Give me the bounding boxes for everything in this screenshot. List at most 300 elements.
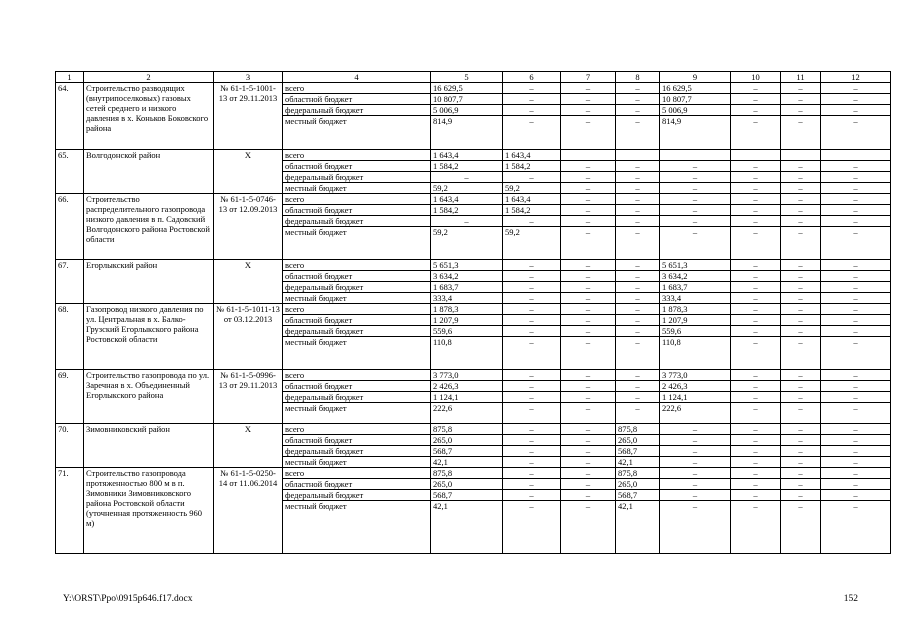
item-name: Газопровод низкого давления по ул. Центральная в х. Балко-Грузский Егорлыкского района Ростовской области <box>84 304 214 370</box>
value-cell <box>731 150 781 161</box>
item-name: Строительство разводящих (внутрипоселковых) газовых сетей среднего и низкого давления в х. Коньков Боковского района <box>84 83 214 150</box>
funding-source: местный бюджет <box>283 337 431 370</box>
value-cell: – <box>821 435 891 446</box>
value-cell: – <box>503 282 561 293</box>
value-cell: 1 584,2 <box>431 161 503 172</box>
column-number: 6 <box>503 72 561 83</box>
value-cell: – <box>561 479 616 490</box>
value-cell: 42,1 <box>616 501 660 554</box>
value-cell: – <box>821 205 891 216</box>
value-cell: 568,7 <box>616 490 660 501</box>
value-cell: 559,6 <box>660 326 731 337</box>
value-cell: – <box>781 381 821 392</box>
value-cell: – <box>431 172 503 183</box>
value-cell: – <box>781 457 821 468</box>
value-cell: 5 006,9 <box>431 105 503 116</box>
funding-source: областной бюджет <box>283 315 431 326</box>
value-cell: – <box>731 337 781 370</box>
value-cell: – <box>616 161 660 172</box>
value-cell: – <box>821 446 891 457</box>
funding-source: федеральный бюджет <box>283 392 431 403</box>
funding-source: областной бюджет <box>283 479 431 490</box>
value-cell: 110,8 <box>660 337 731 370</box>
value-cell: – <box>561 435 616 446</box>
value-cell: – <box>561 315 616 326</box>
value-cell: – <box>561 205 616 216</box>
funding-source: федеральный бюджет <box>283 216 431 227</box>
value-cell: – <box>821 271 891 282</box>
value-cell: – <box>503 105 561 116</box>
value-cell: – <box>616 381 660 392</box>
value-cell: – <box>781 370 821 381</box>
value-cell: – <box>731 161 781 172</box>
value-cell: – <box>821 326 891 337</box>
value-cell: – <box>616 116 660 150</box>
value-cell: 568,7 <box>431 446 503 457</box>
value-cell: 1 584,2 <box>503 205 561 216</box>
funding-source: всего <box>283 194 431 205</box>
value-cell <box>660 150 731 161</box>
value-cell: – <box>561 446 616 457</box>
funding-source: местный бюджет <box>283 183 431 194</box>
value-cell: – <box>616 403 660 424</box>
value-cell: – <box>561 172 616 183</box>
value-cell: – <box>781 161 821 172</box>
value-cell: – <box>561 116 616 150</box>
value-cell: – <box>616 260 660 271</box>
value-cell: 1 878,3 <box>660 304 731 315</box>
value-cell: – <box>821 83 891 94</box>
value-cell: – <box>503 315 561 326</box>
value-cell: – <box>616 216 660 227</box>
item-number: 64. <box>56 83 84 150</box>
value-cell: – <box>616 194 660 205</box>
value-cell: – <box>561 105 616 116</box>
value-cell: – <box>731 490 781 501</box>
value-cell: – <box>503 490 561 501</box>
item-name: Строительство газопровода по ул. Заречная в х. Объединенный Егорлыкского района <box>84 370 214 424</box>
funding-source: местный бюджет <box>283 227 431 260</box>
value-cell: – <box>616 293 660 304</box>
value-cell: – <box>781 315 821 326</box>
value-cell: 42,1 <box>616 457 660 468</box>
value-cell: 1 878,3 <box>431 304 503 315</box>
value-cell: – <box>731 501 781 554</box>
value-cell: – <box>503 216 561 227</box>
value-cell: – <box>503 468 561 479</box>
value-cell: – <box>731 105 781 116</box>
value-cell: – <box>660 468 731 479</box>
value-cell: – <box>821 172 891 183</box>
value-cell: 42,1 <box>431 457 503 468</box>
value-cell: – <box>731 392 781 403</box>
value-cell: – <box>503 293 561 304</box>
column-number: 11 <box>781 72 821 83</box>
value-cell: 3 773,0 <box>431 370 503 381</box>
expertise-code: № 61-1-5-0250-14 от 11.06.2014 <box>214 468 283 554</box>
table-row <box>56 304 891 315</box>
value-cell: 16 629,5 <box>660 83 731 94</box>
item-number: 66. <box>56 194 84 260</box>
value-cell: 1 124,1 <box>431 392 503 403</box>
column-number: 10 <box>731 72 781 83</box>
value-cell: – <box>781 227 821 260</box>
funding-source: местный бюджет <box>283 457 431 468</box>
value-cell: 559,6 <box>431 326 503 337</box>
value-cell: – <box>821 116 891 150</box>
value-cell <box>781 150 821 161</box>
value-cell: – <box>821 381 891 392</box>
value-cell: 16 629,5 <box>431 83 503 94</box>
value-cell <box>821 150 891 161</box>
value-cell: – <box>431 216 503 227</box>
value-cell: 222,6 <box>660 403 731 424</box>
value-cell: – <box>731 424 781 435</box>
value-cell: – <box>781 446 821 457</box>
column-number: 3 <box>214 72 283 83</box>
funding-source: всего <box>283 260 431 271</box>
value-cell: 2 426,3 <box>431 381 503 392</box>
column-number: 9 <box>660 72 731 83</box>
expertise-code: № 61-1-5-1011-13 от 03.12.2013 <box>214 304 283 370</box>
value-cell: – <box>660 183 731 194</box>
value-cell: – <box>616 83 660 94</box>
value-cell: – <box>781 83 821 94</box>
value-cell: – <box>821 370 891 381</box>
expertise-code: Х <box>214 424 283 468</box>
value-cell: – <box>503 392 561 403</box>
value-cell: 1 207,9 <box>431 315 503 326</box>
value-cell: – <box>660 424 731 435</box>
value-cell: – <box>781 94 821 105</box>
value-cell <box>616 150 660 161</box>
value-cell: 59,2 <box>503 227 561 260</box>
funding-source: всего <box>283 83 431 94</box>
value-cell: 5 651,3 <box>431 260 503 271</box>
funding-source: областной бюджет <box>283 271 431 282</box>
value-cell: – <box>781 216 821 227</box>
funding-source: областной бюджет <box>283 161 431 172</box>
value-cell: – <box>660 227 731 260</box>
value-cell: 42,1 <box>431 501 503 554</box>
value-cell: 814,9 <box>431 116 503 150</box>
value-cell: 1 643,4 <box>431 150 503 161</box>
value-cell: – <box>821 216 891 227</box>
value-cell: – <box>503 370 561 381</box>
item-name: Строительство распределительного газопровода низкого давления в п. Садовский Волгодонского района Ростовской области <box>84 194 214 260</box>
value-cell: – <box>561 381 616 392</box>
budget-table <box>55 71 891 554</box>
value-cell: – <box>561 490 616 501</box>
value-cell: 265,0 <box>616 435 660 446</box>
value-cell: – <box>731 293 781 304</box>
value-cell: 5 651,3 <box>660 260 731 271</box>
item-number: 68. <box>56 304 84 370</box>
value-cell: – <box>660 194 731 205</box>
value-cell: – <box>616 282 660 293</box>
value-cell: – <box>781 435 821 446</box>
value-cell: – <box>781 304 821 315</box>
value-cell: 3 634,2 <box>431 271 503 282</box>
value-cell: 5 006,9 <box>660 105 731 116</box>
value-cell: 333,4 <box>660 293 731 304</box>
funding-source: всего <box>283 370 431 381</box>
value-cell: – <box>660 446 731 457</box>
value-cell: – <box>561 403 616 424</box>
value-cell: – <box>503 381 561 392</box>
value-cell: – <box>503 424 561 435</box>
footer-file-path: Y:\ORST\Ppo\0915p646.f17.docx <box>63 594 193 604</box>
value-cell: – <box>561 392 616 403</box>
value-cell: – <box>731 435 781 446</box>
value-cell: – <box>731 227 781 260</box>
item-name: Строительство газопровода протяженностью 800 м в п. Зимовники Зимовниковского района Ростовской области (уточненная протяженность 960 м) <box>84 468 214 554</box>
value-cell: – <box>731 370 781 381</box>
value-cell: – <box>781 337 821 370</box>
funding-source: федеральный бюджет <box>283 105 431 116</box>
expertise-code: № 61-1-5-1001-13 от 29.11.2013 <box>214 83 283 150</box>
item-name: Зимовниковский район <box>84 424 214 468</box>
value-cell: 875,8 <box>431 468 503 479</box>
value-cell: 2 426,3 <box>660 381 731 392</box>
value-cell: 110,8 <box>431 337 503 370</box>
value-cell: – <box>616 392 660 403</box>
value-cell: – <box>660 479 731 490</box>
value-cell: 265,0 <box>431 479 503 490</box>
funding-source: федеральный бюджет <box>283 172 431 183</box>
expertise-code: № 61-1-5-0996-13 от 29.11.2013 <box>214 370 283 424</box>
value-cell: – <box>781 468 821 479</box>
value-cell: 568,7 <box>616 446 660 457</box>
item-number: 70. <box>56 424 84 468</box>
value-cell: – <box>561 501 616 554</box>
column-number: 1 <box>56 72 84 83</box>
value-cell: – <box>731 403 781 424</box>
value-cell: – <box>821 105 891 116</box>
value-cell: 1 683,7 <box>660 282 731 293</box>
value-cell: – <box>781 392 821 403</box>
value-cell: 568,7 <box>431 490 503 501</box>
value-cell: 1 683,7 <box>431 282 503 293</box>
value-cell: 1 207,9 <box>660 315 731 326</box>
table-row <box>56 468 891 479</box>
value-cell: 265,0 <box>431 435 503 446</box>
value-cell: – <box>660 161 731 172</box>
value-cell: – <box>660 205 731 216</box>
value-cell: – <box>503 172 561 183</box>
value-cell: – <box>616 172 660 183</box>
value-cell: – <box>821 479 891 490</box>
item-name: Егорлыкский район <box>84 260 214 304</box>
value-cell: – <box>821 315 891 326</box>
value-cell: – <box>781 105 821 116</box>
funding-source: федеральный бюджет <box>283 490 431 501</box>
funding-source: местный бюджет <box>283 293 431 304</box>
value-cell: – <box>821 260 891 271</box>
value-cell: – <box>731 457 781 468</box>
value-cell: – <box>781 282 821 293</box>
value-cell: – <box>731 260 781 271</box>
value-cell: – <box>503 501 561 554</box>
value-cell: – <box>616 315 660 326</box>
value-cell: – <box>781 260 821 271</box>
value-cell: 59,2 <box>431 227 503 260</box>
value-cell: – <box>561 282 616 293</box>
value-cell: – <box>503 479 561 490</box>
value-cell: – <box>503 94 561 105</box>
value-cell: – <box>616 337 660 370</box>
funding-source: местный бюджет <box>283 403 431 424</box>
value-cell: – <box>781 293 821 304</box>
column-number: 4 <box>283 72 431 83</box>
value-cell: – <box>561 468 616 479</box>
value-cell: 875,8 <box>616 424 660 435</box>
value-cell: – <box>821 337 891 370</box>
value-cell: – <box>561 227 616 260</box>
value-cell: – <box>781 205 821 216</box>
value-cell: – <box>660 457 731 468</box>
value-cell: – <box>503 337 561 370</box>
value-cell: – <box>731 205 781 216</box>
value-cell: 1 643,4 <box>503 150 561 161</box>
value-cell: – <box>561 83 616 94</box>
value-cell: 3 634,2 <box>660 271 731 282</box>
value-cell: – <box>821 457 891 468</box>
value-cell: – <box>616 183 660 194</box>
value-cell: – <box>731 271 781 282</box>
value-cell: – <box>616 105 660 116</box>
value-cell: – <box>561 216 616 227</box>
table-row <box>56 150 891 161</box>
funding-source: местный бюджет <box>283 116 431 150</box>
value-cell: – <box>616 304 660 315</box>
value-cell: – <box>503 304 561 315</box>
funding-source: областной бюджет <box>283 381 431 392</box>
value-cell: 222,6 <box>431 403 503 424</box>
value-cell: – <box>561 293 616 304</box>
funding-source: всего <box>283 304 431 315</box>
value-cell: – <box>781 501 821 554</box>
value-cell: – <box>731 94 781 105</box>
funding-source: всего <box>283 424 431 435</box>
value-cell: 59,2 <box>503 183 561 194</box>
value-cell: – <box>731 304 781 315</box>
value-cell: – <box>503 260 561 271</box>
funding-source: областной бюджет <box>283 205 431 216</box>
expertise-code: Х <box>214 150 283 194</box>
value-cell: 3 773,0 <box>660 370 731 381</box>
value-cell: – <box>731 479 781 490</box>
value-cell: – <box>660 172 731 183</box>
value-cell: 814,9 <box>660 116 731 150</box>
value-cell: – <box>731 194 781 205</box>
table-row <box>56 260 891 271</box>
value-cell: – <box>561 161 616 172</box>
item-number: 65. <box>56 150 84 194</box>
value-cell: – <box>731 83 781 94</box>
value-cell: – <box>503 83 561 94</box>
value-cell: – <box>616 205 660 216</box>
column-number-row <box>56 72 891 83</box>
value-cell: – <box>731 468 781 479</box>
value-cell: – <box>781 194 821 205</box>
funding-source: областной бюджет <box>283 94 431 105</box>
funding-source: областной бюджет <box>283 435 431 446</box>
funding-source: федеральный бюджет <box>283 282 431 293</box>
column-number: 7 <box>561 72 616 83</box>
value-cell: – <box>616 370 660 381</box>
value-cell: – <box>731 172 781 183</box>
value-cell: – <box>731 446 781 457</box>
value-cell: – <box>821 392 891 403</box>
value-cell: – <box>561 194 616 205</box>
value-cell: – <box>561 326 616 337</box>
value-cell: 1 124,1 <box>660 392 731 403</box>
value-cell: 59,2 <box>431 183 503 194</box>
column-number: 5 <box>431 72 503 83</box>
value-cell: – <box>561 370 616 381</box>
column-number: 12 <box>821 72 891 83</box>
value-cell: – <box>781 479 821 490</box>
value-cell: – <box>731 381 781 392</box>
table-row <box>56 370 891 381</box>
value-cell: – <box>781 271 821 282</box>
value-cell: – <box>503 457 561 468</box>
item-name: Волгодонской район <box>84 150 214 194</box>
value-cell: – <box>781 326 821 337</box>
value-cell: – <box>781 172 821 183</box>
value-cell: – <box>503 326 561 337</box>
table-row <box>56 424 891 435</box>
column-number: 8 <box>616 72 660 83</box>
value-cell: – <box>731 116 781 150</box>
value-cell: 10 807,7 <box>431 94 503 105</box>
value-cell: – <box>561 271 616 282</box>
value-cell: – <box>821 94 891 105</box>
value-cell: – <box>821 304 891 315</box>
value-cell: 333,4 <box>431 293 503 304</box>
value-cell: – <box>781 116 821 150</box>
value-cell: – <box>781 424 821 435</box>
value-cell: – <box>821 183 891 194</box>
value-cell: – <box>821 282 891 293</box>
value-cell: – <box>731 326 781 337</box>
value-cell: – <box>561 457 616 468</box>
value-cell: – <box>561 94 616 105</box>
value-cell: – <box>503 116 561 150</box>
value-cell: – <box>561 183 616 194</box>
value-cell: 1 584,2 <box>431 205 503 216</box>
value-cell: – <box>731 315 781 326</box>
value-cell: – <box>821 490 891 501</box>
value-cell: – <box>781 183 821 194</box>
value-cell: 10 807,7 <box>660 94 731 105</box>
value-cell: – <box>616 94 660 105</box>
expertise-code: № 61-1-5-0746-13 от 12.09.2013 <box>214 194 283 260</box>
value-cell: – <box>616 227 660 260</box>
value-cell: – <box>503 435 561 446</box>
item-number: 69. <box>56 370 84 424</box>
item-number: 71. <box>56 468 84 554</box>
value-cell: – <box>821 293 891 304</box>
value-cell: – <box>821 424 891 435</box>
funding-source: всего <box>283 468 431 479</box>
funding-source: федеральный бюджет <box>283 446 431 457</box>
value-cell: – <box>561 424 616 435</box>
value-cell: – <box>731 216 781 227</box>
funding-source: местный бюджет <box>283 501 431 554</box>
value-cell: 875,8 <box>616 468 660 479</box>
